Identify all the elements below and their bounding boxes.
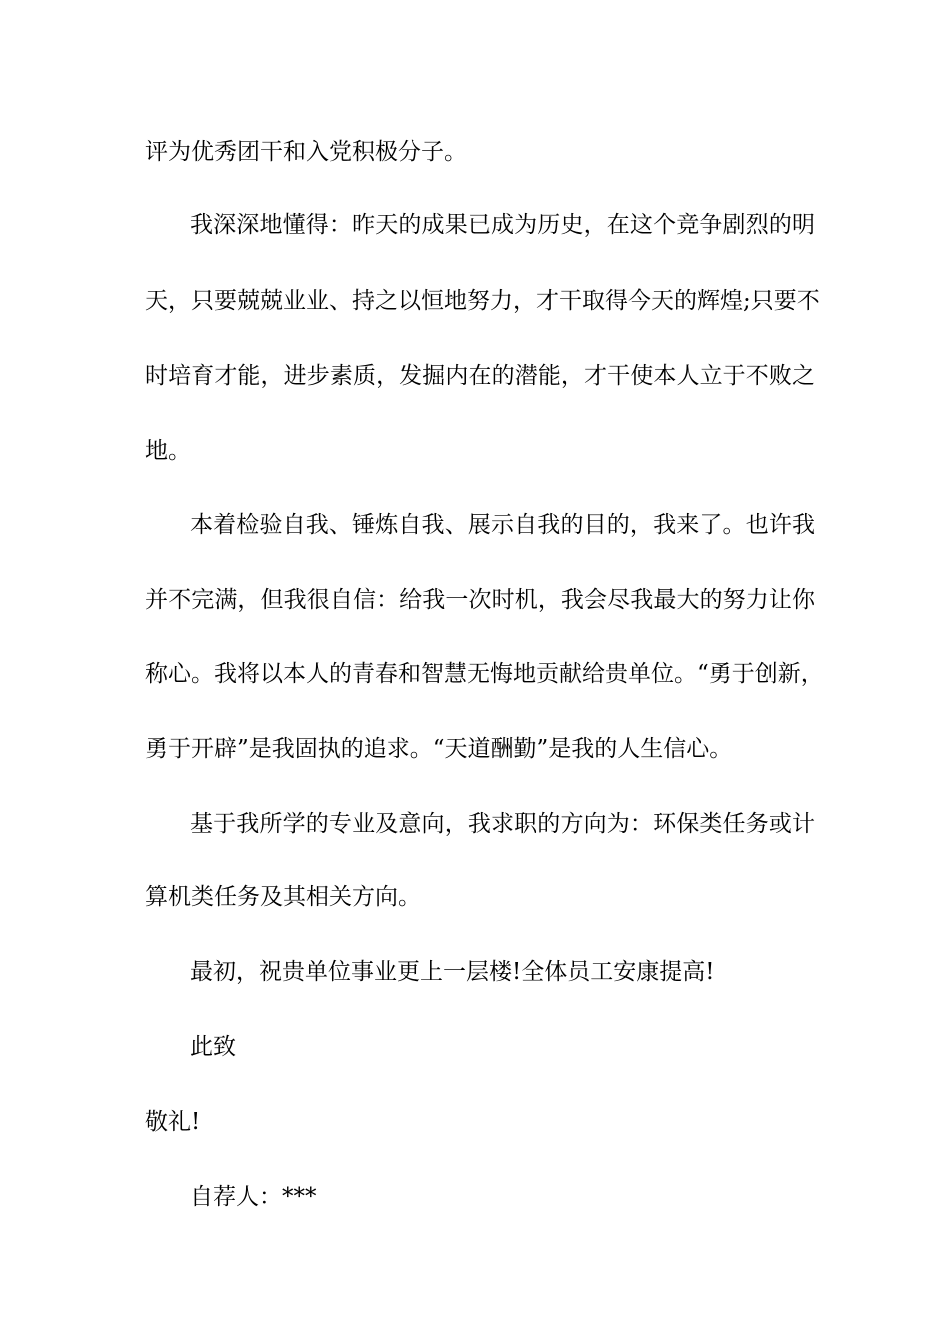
paragraph-line: 基于我所学的专业及意向，我求职的方向为：环保类任务或计 bbox=[190, 811, 815, 837]
paragraph-line: 最初，祝贵单位事业更上一层楼!全体员工安康提高! bbox=[190, 959, 715, 985]
paragraph-line: 时培育才能，进步素质，发掘内在的潜能，才干使本人立于不败之 bbox=[145, 363, 815, 389]
salutation-line: 敬礼! bbox=[145, 1109, 201, 1135]
paragraph-line: 算机类任务及其相关方向。 bbox=[145, 884, 421, 910]
paragraph-line: 本着检验自我、锤炼自我、展示自我的目的，我来了。也许我 bbox=[190, 512, 815, 538]
closing-line: 此致 bbox=[190, 1034, 236, 1060]
paragraph-line: 称心。我将以本人的青春和智慧无悔地贡献给贵单位。“勇于创新， bbox=[145, 661, 824, 687]
paragraph-line: 我深深地懂得：昨天的成果已成为历史，在这个竞争剧烈的明 bbox=[190, 212, 815, 238]
paragraph-line: 地。 bbox=[145, 438, 191, 464]
paragraph-line: 并不完满，但我很自信：给我一次时机，我会尽我最大的努力让你 bbox=[145, 587, 815, 613]
signature-line: 自荐人：*** bbox=[190, 1184, 317, 1210]
paragraph-line: 勇于开辟”是我固执的追求。“天道酬勤”是我的人生信心。 bbox=[145, 736, 733, 762]
paragraph-line: 评为优秀团干和入党积极分子。 bbox=[145, 139, 467, 165]
paragraph-line: 天，只要兢兢业业、持之以恒地努力，才干取得今天的辉煌;只要不 bbox=[145, 288, 820, 314]
